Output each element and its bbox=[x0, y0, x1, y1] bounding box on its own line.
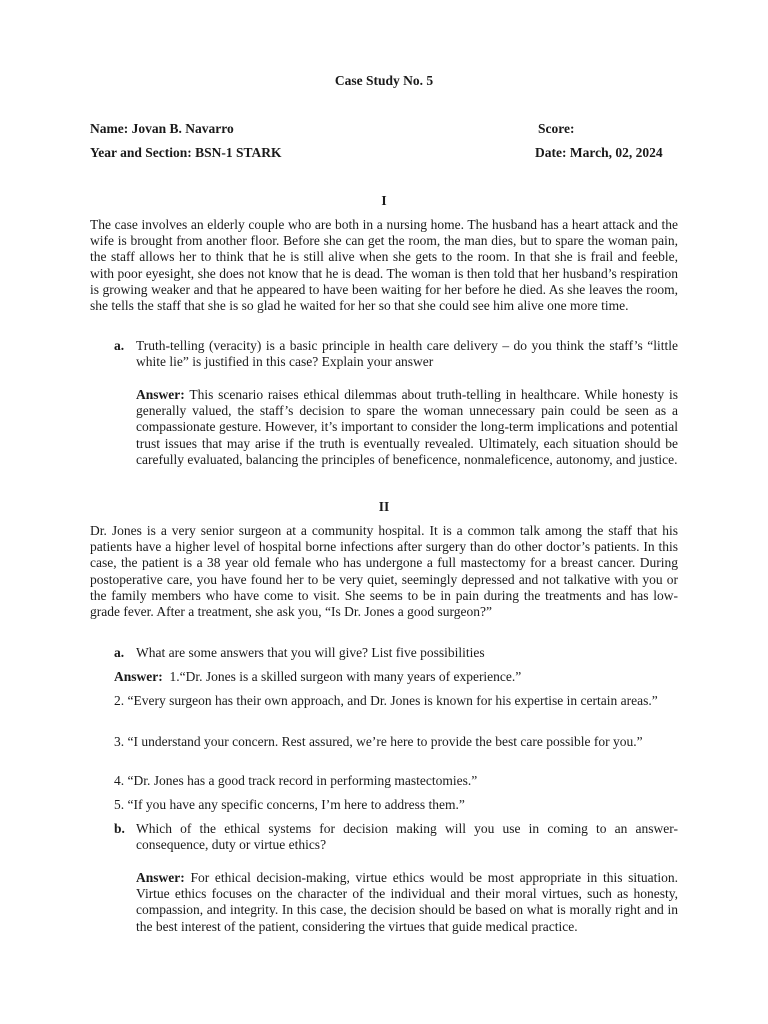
date-label: Date: bbox=[535, 145, 567, 160]
answer-label: Answer: bbox=[136, 870, 185, 885]
answer-label: Answer: bbox=[136, 387, 185, 402]
date-value: March, 02, 2024 bbox=[569, 145, 663, 160]
answer-item: 1.“Dr. Jones is a skilled surgeon with many years of experience.” bbox=[169, 669, 522, 684]
section-2-question-b bbox=[114, 821, 678, 853]
section-1-question-a bbox=[114, 338, 678, 370]
section-1-case-text: The case involves an elderly couple who are both in a nursing home. The husband has a heart attack and the wife is brought from another floor. Before she can get the room, the man dies, but to spare the woman pain, the staff allows her to think that he is still alive when she gets to the room. In that she is frail and feeble, with poor eyesight, she does not know that he is dead. The woman is then told that her husband’s respiration is growing weaker and that he appeared to have been waiting for her before he died. As she leaves the room, she tells the staff that she is so glad he waited for her so that she could see him alive one more time. bbox=[90, 217, 678, 314]
section-1-number: I bbox=[381, 193, 387, 208]
name-value: Jovan B. Navarro bbox=[131, 121, 234, 136]
section-1-answer bbox=[136, 387, 678, 468]
question-text: Truth-telling (veracity) is a basic principle in health care delivery – do you think the staff’s “little white lie” is justified in this case? Explain your answer bbox=[136, 338, 678, 370]
answer-item: 4. “Dr. Jones has a good track record in performing mastectomies.” bbox=[114, 773, 478, 788]
year-value: BSN-1 STARK bbox=[195, 145, 282, 160]
section-2-question-a bbox=[114, 645, 678, 661]
question-label: a. bbox=[114, 338, 125, 353]
answer-item: 2. “Every surgeon has their own approach, and Dr. Jones is known for his expertise in certain areas.” bbox=[114, 693, 658, 708]
answer-item: 3. “I understand your concern. Rest assured, we’re here to provide the best care possible for you.” bbox=[114, 734, 643, 749]
answer-label: Answer: bbox=[114, 669, 163, 684]
section-2-case-text: Dr. Jones is a very senior surgeon at a community hospital. It is a common talk among the staff that his patients have a higher level of hospital borne infections after surgery than do other doctor’s patients. In this case, the patient is a 38 year old female who has undergone a full mastectomy for a breast cancer. During postoperative care, you have found her to be very quiet, seemingly depressed and not talkative with you or the family members who have come to visit. She seems to be in pain during the treatments and has low-grade fever. After a treatment, she ask you, “Is Dr. Jones a good surgeon?” bbox=[90, 523, 678, 620]
answer-text: For ethical decision-making, virtue ethics would be most appropriate in this situation. Virtue ethics focuses on the character of the individual and their moral virtues, such as honesty, compassion, and integrity. In this case, the decision should be based on what is morally right and in the best interest of the patient, considering the virtues that guide medical practice. bbox=[136, 870, 679, 934]
date-field bbox=[535, 145, 663, 161]
question-text: Which of the ethical systems for decision making will you use in coming to an answer-consequence, duty or virtue ethics? bbox=[136, 821, 678, 853]
document-title: Case Study No. 5 bbox=[334, 73, 434, 88]
section-2-number: II bbox=[378, 499, 390, 514]
section-2-answer-1 bbox=[114, 669, 678, 685]
name-row bbox=[90, 121, 678, 137]
section-2-answer-b bbox=[136, 870, 678, 935]
question-label: a. bbox=[114, 645, 125, 660]
year-label: Year and Section: bbox=[90, 145, 192, 160]
year-row bbox=[90, 145, 678, 161]
answer-item: 5. “If you have any specific concerns, I’m here to address them.” bbox=[114, 797, 465, 812]
answer-text: This scenario raises ethical dilemmas about truth-telling in healthcare. While honesty is generally valued, the staff’s decision to spare the woman unnecessary pain could be seen as a compassionate gesture. However, it’s important to consider the long-term implications and potential trust issues that may arise if the truth is eventually revealed. Ultimately, each situation should be carefully evaluated, balancing the principles of beneficence, nonmaleficence, autonomy, and justice. bbox=[136, 387, 678, 467]
question-label: b. bbox=[114, 821, 125, 836]
name-label: Name: bbox=[90, 121, 129, 136]
score-label: Score: bbox=[538, 121, 575, 136]
question-text: What are some answers that you will give? List five possibilities bbox=[136, 645, 485, 660]
